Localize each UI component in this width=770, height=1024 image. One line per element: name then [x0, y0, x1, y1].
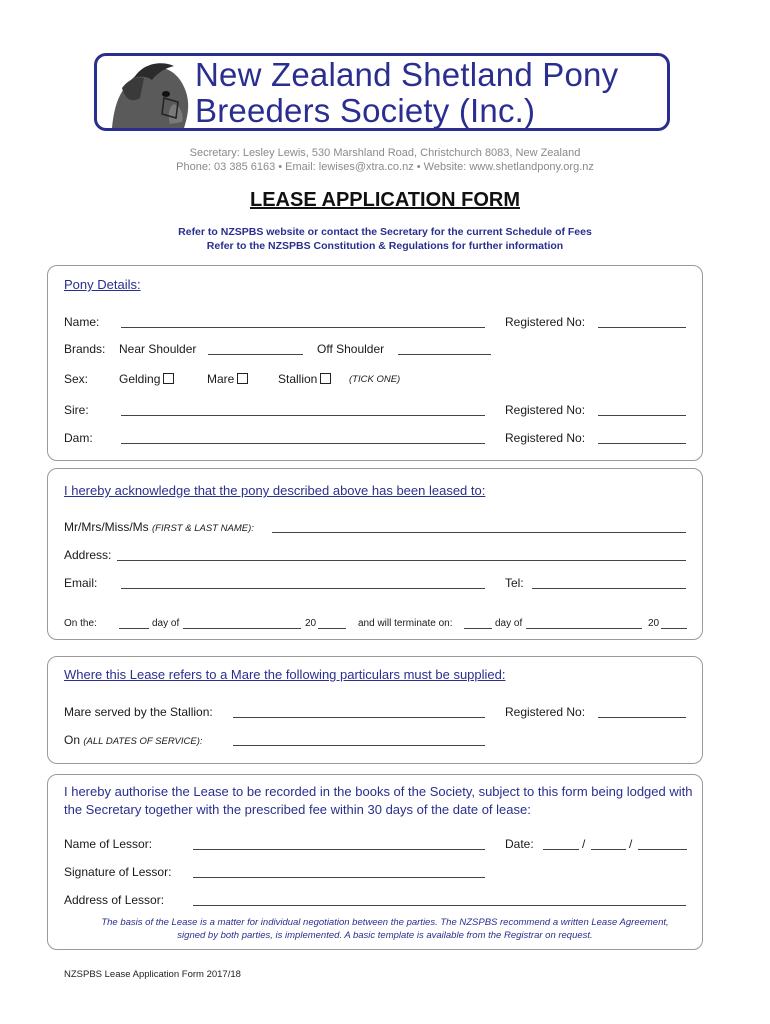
end-year-prefix: 20 — [648, 618, 660, 629]
secretary-contact: Secretary: Lesley Lewis, 530 Marshland Road, Christchurch 8083, New Zealand — [189, 147, 581, 159]
lessee-name-hint: (FIRST & LAST NAME): — [152, 523, 254, 534]
start-year-field[interactable] — [318, 628, 346, 629]
gelding-option — [119, 372, 174, 386]
pony-name-field[interactable] — [121, 327, 485, 328]
lessor-name-field[interactable] — [193, 849, 485, 850]
start-day-field[interactable] — [119, 628, 149, 629]
authorisation-statement: I hereby authorise the Lease to be recorded in the books of the Society, subject to this form being lodged with the Secretary together with the prescribed fee within 30 days of the date of lease: — [64, 784, 693, 817]
stallion-served-label: Mare served by the Stallion: — [64, 705, 213, 719]
stallion-checkbox[interactable] — [320, 373, 331, 384]
end-year-field[interactable] — [661, 628, 687, 629]
sire-label: Sire: — [64, 403, 89, 417]
lessor-address-field[interactable] — [193, 905, 686, 906]
lessor-signature-label: Signature of Lessor: — [64, 865, 172, 879]
pony-logo-image — [104, 58, 196, 128]
near-shoulder-label: Near Shoulder — [119, 342, 197, 356]
dam-registered-no-field[interactable] — [598, 443, 686, 444]
lessor-name-label: Name of Lessor: — [64, 837, 153, 851]
dam-registered-no-label: Registered No: — [505, 431, 586, 445]
fees-note: Refer to NZSPBS website or contact the Secretary for the current Schedule of Fees — [178, 226, 592, 238]
form-title: LEASE APPLICATION FORM — [250, 189, 520, 211]
lessor-signature-field[interactable] — [193, 877, 485, 878]
sex-label: Sex: — [64, 372, 89, 386]
constitution-note: Refer to the NZSPBS Constitution & Regulations for further information — [206, 240, 564, 252]
mare-option — [207, 372, 248, 386]
lessee-email-label: Email: — [64, 576, 98, 590]
stallion-registered-no-label: Registered No: — [505, 705, 586, 719]
gelding-label: Gelding — [119, 372, 161, 386]
lessee-name-label — [64, 520, 254, 534]
lease-basis-note: The basis of the Lease is a matter for individual negotiation between the parties. The NZSPBS recommend a written Lease Agreement, signed by both parties, is implemented. A basic template is available from the Registrar on request. — [101, 917, 669, 941]
sire-registered-no-field[interactable] — [598, 415, 686, 416]
lessee-address-label: Address: — [64, 548, 112, 562]
brands-label: Brands: — [64, 342, 106, 356]
pony-name-label: Name: — [64, 315, 100, 329]
mare-label: Mare — [207, 372, 235, 386]
service-dates-field[interactable] — [233, 745, 485, 746]
mare-checkbox[interactable] — [237, 373, 248, 384]
title-options: Mr/Mrs/Miss/Ms — [64, 520, 149, 534]
pony-registered-no-label: Registered No: — [505, 315, 586, 329]
stallion-label: Stallion — [278, 372, 318, 386]
on-the-label: On the: — [64, 618, 97, 629]
pony-registered-no-field[interactable] — [598, 327, 686, 328]
off-shoulder-field[interactable] — [398, 354, 491, 355]
gelding-checkbox[interactable] — [163, 373, 174, 384]
lessee-tel-label: Tel: — [505, 576, 524, 590]
end-month-field[interactable] — [526, 628, 642, 629]
start-day-of-label: day of — [152, 618, 180, 629]
sire-field[interactable] — [121, 415, 485, 416]
lessee-address-field[interactable] — [117, 560, 686, 561]
lessee-email-field[interactable] — [121, 588, 485, 589]
near-shoulder-field[interactable] — [208, 354, 303, 355]
pony-details-section — [47, 265, 703, 461]
lessor-date-year-field[interactable] — [638, 849, 687, 850]
lessor-date-day-field[interactable] — [543, 849, 579, 850]
date-separator-2: / — [629, 837, 633, 851]
form-version-footer: NZSPBS Lease Application Form 2017/18 — [64, 969, 241, 980]
tick-one-hint: (TICK ONE) — [349, 374, 401, 385]
dam-label: Dam: — [64, 431, 93, 445]
lessor-date-label: Date: — [505, 837, 534, 851]
lessee-heading: I hereby acknowledge that the pony described above has been leased to: — [64, 483, 486, 498]
lessor-address-label: Address of Lessor: — [64, 893, 165, 907]
stallion-option — [278, 372, 331, 386]
lessor-date-month-field[interactable] — [591, 849, 626, 850]
on-label: On — [64, 733, 81, 747]
service-dates-label — [64, 733, 203, 747]
lessee-name-field[interactable] — [272, 532, 686, 533]
end-day-field[interactable] — [464, 628, 492, 629]
service-dates-hint: (ALL DATES OF SERVICE): — [83, 736, 203, 747]
org-name-line2: Breeders Society (Inc.) — [195, 92, 536, 129]
lessee-tel-field[interactable] — [532, 588, 686, 589]
mare-heading: Where this Lease refers to a Mare the following particulars must be supplied: — [64, 667, 506, 682]
stallion-registered-no-field[interactable] — [598, 717, 686, 718]
start-year-prefix: 20 — [305, 618, 317, 629]
end-day-of-label: day of — [495, 618, 523, 629]
org-name-line1: New Zealand Shetland Pony — [195, 56, 619, 93]
date-separator-1: / — [582, 837, 586, 851]
sire-registered-no-label: Registered No: — [505, 403, 586, 417]
pony-details-heading: Pony Details: — [64, 277, 141, 292]
start-month-field[interactable] — [183, 628, 301, 629]
terminate-label: and will terminate on: — [358, 618, 453, 629]
contact-details: Phone: 03 385 6163 • Email: lewises@xtra.co.nz • Website: www.shetlandpony.org.nz — [176, 161, 594, 173]
stallion-served-field[interactable] — [233, 717, 485, 718]
off-shoulder-label: Off Shoulder — [317, 342, 385, 356]
dam-field[interactable] — [121, 443, 485, 444]
